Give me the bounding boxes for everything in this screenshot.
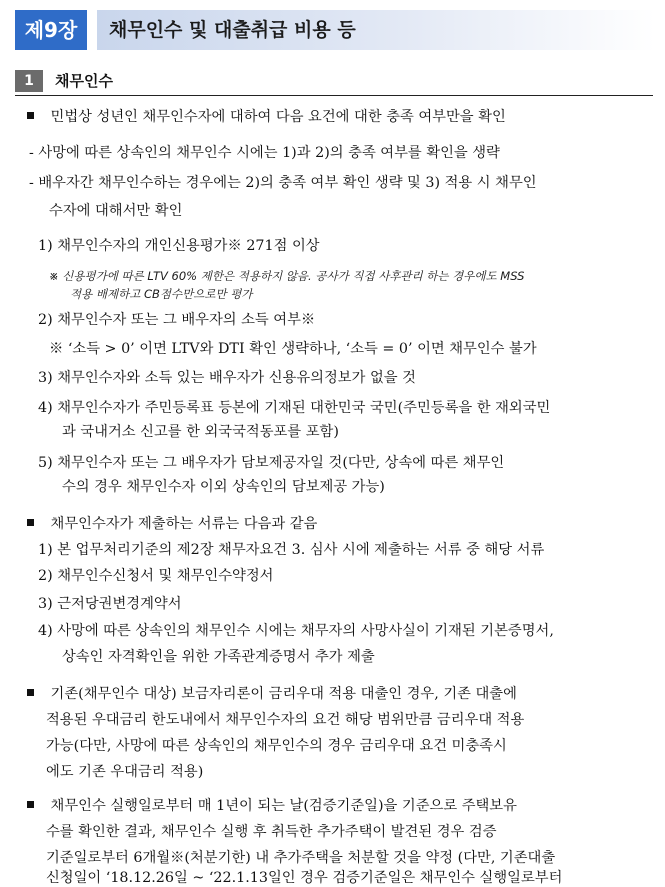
numbered-item: 4) 사망에 따른 상속인의 채무인수 시에는 채무자의 사망사실이 기재된 기본증명서, bbox=[38, 623, 554, 639]
numbered-item-continued: 상속인 자격확인을 위한 가족관계증명서 추가 제출 bbox=[62, 649, 375, 665]
numbered-item: 2) 채무인수자 또는 그 배우자의 소득 여부※ bbox=[38, 312, 316, 328]
bullet-text-continued: 에도 기존 우대금리 적용) bbox=[46, 764, 204, 780]
square-bullet-icon bbox=[27, 801, 34, 808]
bullet-text-continued: 가능(다만, 사망에 따른 상속인의 채무인수의 경우 금리우대 요건 미충족시 bbox=[46, 738, 507, 754]
section-number: 1 bbox=[15, 70, 43, 92]
section-title: 채무인수 bbox=[55, 72, 113, 90]
handwritten-note-continued: 적용 배제하고 CB점수만으로만 평가 bbox=[70, 287, 253, 301]
dash-item: - 배우자간 채무인수하는 경우에는 2)의 충족 여부 확인 생략 및 3) 적용 시 채무인 bbox=[29, 175, 537, 191]
section-heading bbox=[15, 69, 653, 96]
numbered-item-continued: 과 국내거소 신고를 한 외국국적동포를 포함) bbox=[62, 424, 339, 440]
bullet-text: 채무인수 실행일로부터 매 1년이 되는 날(검증기준일)을 기준으로 주택보유 bbox=[50, 798, 517, 814]
numbered-item: 3) 근저당권변경계약서 bbox=[38, 596, 182, 612]
numbered-item-continued: 수의 경우 채무인수자 이외 상속인의 담보제공 가능) bbox=[62, 479, 385, 495]
numbered-item: 2) 채무인수신청서 및 채무인수약정서 bbox=[38, 568, 274, 584]
bullet-item bbox=[27, 107, 506, 127]
numbered-item: 1) 본 업무처리기준의 제2장 채무자요건 3. 심사 시에 제출하는 서류 중 해당 서류 bbox=[38, 542, 545, 558]
numbered-item: 1) 채무인수자의 개인신용평가※ 271점 이상 bbox=[38, 238, 320, 254]
chapter-title: 채무인수 및 대출취급 비용 등 bbox=[97, 10, 655, 50]
square-bullet-icon bbox=[27, 519, 34, 526]
bullet-text-continued: 신청일이 ‘18.12.26일 ~ ‘22.1.13일인 경우 검증기준일은 채무인수 실행일로부터 bbox=[46, 870, 563, 886]
square-bullet-icon bbox=[27, 689, 34, 696]
square-bullet-icon bbox=[27, 112, 34, 119]
numbered-item: 5) 채무인수자 또는 그 배우자가 담보제공자일 것(다만, 상속에 따른 채무인 bbox=[38, 455, 505, 471]
dash-item-continued: 수자에 대해서만 확인 bbox=[49, 203, 183, 219]
dash-item: - 사망에 따른 상속인의 채무인수 시에는 1)과 2)의 충족 여부를 확인을 생략 bbox=[29, 145, 500, 161]
handwritten-note: ※ 신용평가에 따른 LTV 60% 제한은 적용하지 않음. 공사가 직접 사후관리 하는 경우에도 MSS bbox=[49, 269, 525, 283]
chapter-badge: 제9장 bbox=[15, 10, 87, 50]
note-item: ※ ‘소득 > 0’ 이면 LTV와 DTI 확인 생략하나, ‘소득 = 0’ 이면 채무인수 불가 bbox=[49, 341, 537, 357]
bullet-text-continued: 기준일로부터 6개월※(처분기한) 내 추가주택을 처분할 것을 약정 (다만, 기존대출 bbox=[46, 850, 556, 866]
bullet-item bbox=[27, 684, 517, 704]
bullet-text: 채무인수자가 제출하는 서류는 다음과 같음 bbox=[50, 516, 318, 532]
numbered-item: 4) 채무인수자가 주민등록표 등본에 기재된 대한민국 국민(주민등록을 한 재외국민 bbox=[38, 400, 551, 416]
numbered-item: 3) 채무인수자와 소득 있는 배우자가 신용유의정보가 없을 것 bbox=[38, 370, 416, 386]
bullet-item bbox=[27, 514, 317, 534]
bullet-text-continued: 적용된 우대금리 한도내에서 채무인수자의 요건 해당 범위만큼 금리우대 적용 bbox=[46, 712, 525, 728]
bullet-item bbox=[27, 796, 517, 816]
bullet-text: 민법상 성년인 채무인수자에 대하여 다음 요건에 대한 충족 여부만을 확인 bbox=[50, 109, 506, 125]
bullet-text-continued: 수를 확인한 결과, 채무인수 실행 후 취득한 추가주택이 발견된 경우 검증 bbox=[46, 824, 497, 840]
bullet-text: 기존(채무인수 대상) 보금자리론이 금리우대 적용 대출인 경우, 기존 대출에 bbox=[50, 686, 517, 702]
